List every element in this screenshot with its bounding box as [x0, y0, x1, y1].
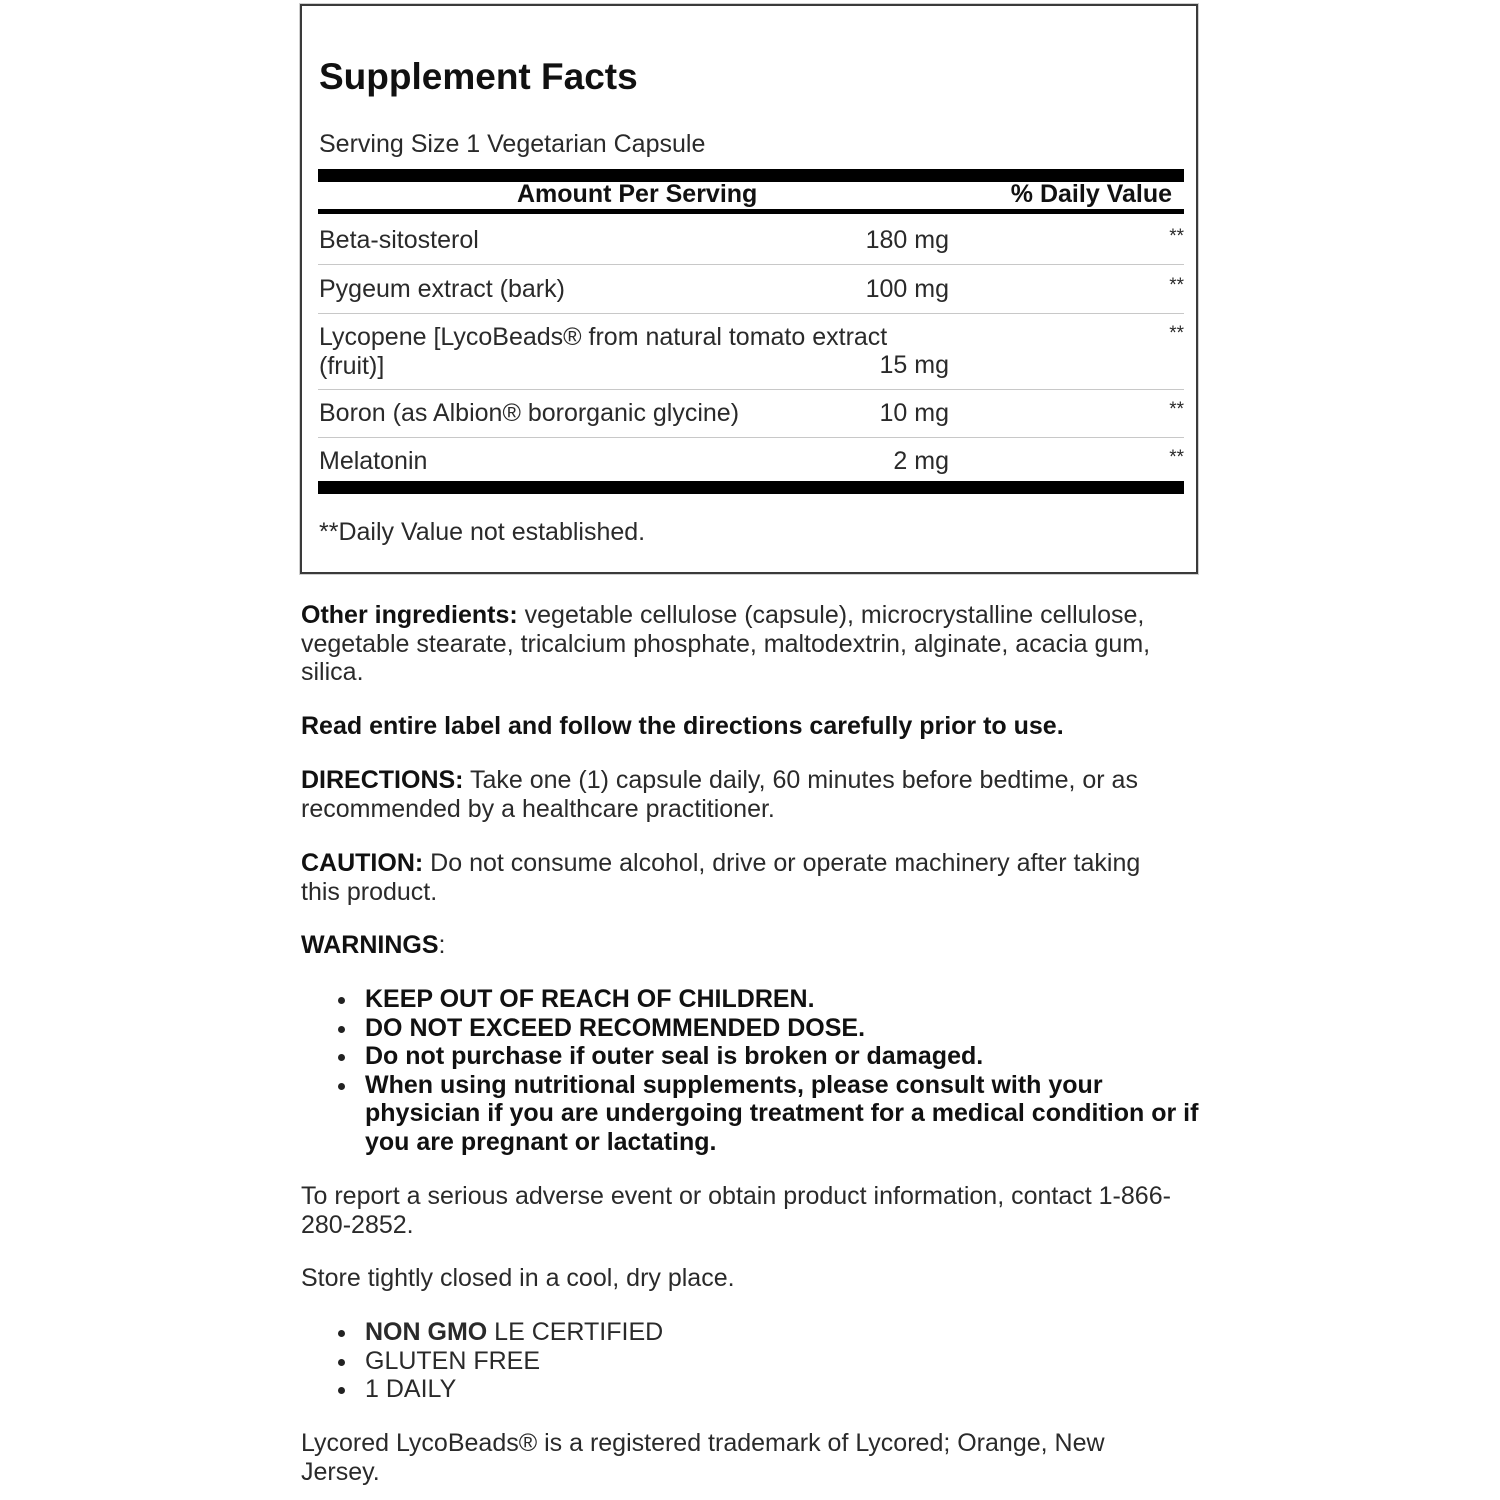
nutrient-amount: 2 mg	[893, 447, 949, 475]
nutrient-daily-value: **	[1169, 399, 1184, 420]
nutrient-amount: 100 mg	[865, 275, 949, 303]
facts-title: Supplement Facts	[319, 56, 638, 97]
directions-label: DIRECTIONS:	[301, 766, 464, 794]
warnings-heading	[301, 931, 1201, 960]
divider-bottom	[318, 481, 1184, 494]
warnings-list	[336, 985, 1206, 1156]
nutrient-amount: 180 mg	[865, 226, 949, 254]
table-row	[318, 390, 1184, 438]
list-item	[336, 1318, 1206, 1347]
list-item: Do not purchase if outer seal is broken or damaged.	[336, 1042, 1206, 1071]
nutrient-amount: 10 mg	[879, 399, 949, 427]
nutrient-daily-value: **	[1169, 275, 1184, 296]
nutrient-daily-value: **	[1169, 447, 1184, 468]
nutrient-name: Beta-sitosterol	[319, 226, 479, 254]
nutrient-name: Melatonin	[319, 447, 428, 475]
serving-size: Serving Size 1 Vegetarian Capsule	[319, 130, 706, 158]
table-row	[318, 438, 1184, 481]
caution-text: Do not consume alcohol, drive or operate machinery after taking this product.	[301, 849, 1141, 906]
read-label-notice: Read entire label and follow the directions carefully prior to use.	[301, 712, 1064, 740]
list-item: When using nutritional supplements, please consult with your physician if you are undergoing treatment for a medical condition or if you are pregnant or lactating.	[336, 1071, 1206, 1157]
list-item: GLUTEN FREE	[336, 1347, 1206, 1376]
header-daily-value: % Daily Value	[1010, 180, 1172, 208]
features-list	[336, 1318, 1206, 1404]
warnings-colon: :	[438, 931, 446, 959]
other-ingredients	[301, 601, 1201, 687]
directions	[301, 766, 1181, 823]
table-row	[318, 214, 1184, 265]
table-row	[318, 314, 1184, 390]
other-ingredients-text: vegetable cellulose (capsule), microcrystalline cellulose, vegetable stearate, tricalcium phosphate, maltodextrin, alginate, acacia gum, silica.	[301, 601, 1151, 686]
nutrient-name: Lycopene [LycoBeads® from natural tomato extract (fruit)]	[319, 323, 888, 380]
non-gmo-label: NON GMO	[365, 1318, 488, 1346]
nutrient-daily-value: **	[1169, 226, 1184, 247]
storage-instructions: Store tightly closed in a cool, dry place.	[301, 1264, 735, 1292]
supplement-facts-panel	[300, 4, 1198, 574]
nutrient-amount: 15 mg	[879, 351, 949, 379]
nutrient-name: Boron (as Albion® bororganic glycine)	[319, 399, 740, 427]
trademark-notice: Lycored LycoBeads® is a registered trademark of Lycored; Orange, New Jersey.	[301, 1429, 1105, 1486]
header-amount-per-serving: Amount Per Serving	[517, 180, 758, 208]
table-row	[318, 265, 1184, 314]
list-item: KEEP OUT OF REACH OF CHILDREN.	[336, 985, 1206, 1014]
non-gmo-rest: LE CERTIFIED	[487, 1318, 664, 1346]
report-contact: To report a serious adverse event or obtain product information, contact 1-866-280-2852.	[301, 1182, 1171, 1239]
caution	[301, 849, 1181, 906]
other-ingredients-label: Other ingredients:	[301, 601, 518, 629]
warnings-label: WARNINGS	[301, 931, 439, 959]
caution-label: CAUTION:	[301, 849, 424, 877]
daily-value-footnote: **Daily Value not established.	[319, 518, 646, 546]
list-item: DO NOT EXCEED RECOMMENDED DOSE.	[336, 1014, 1206, 1043]
list-item: 1 DAILY	[336, 1375, 1206, 1404]
directions-text: Take one (1) capsule daily, 60 minutes before bedtime, or as recommended by a healthcare practitioner.	[301, 766, 1138, 823]
nutrient-daily-value: **	[1169, 323, 1184, 344]
nutrient-name: Pygeum extract (bark)	[319, 275, 565, 303]
